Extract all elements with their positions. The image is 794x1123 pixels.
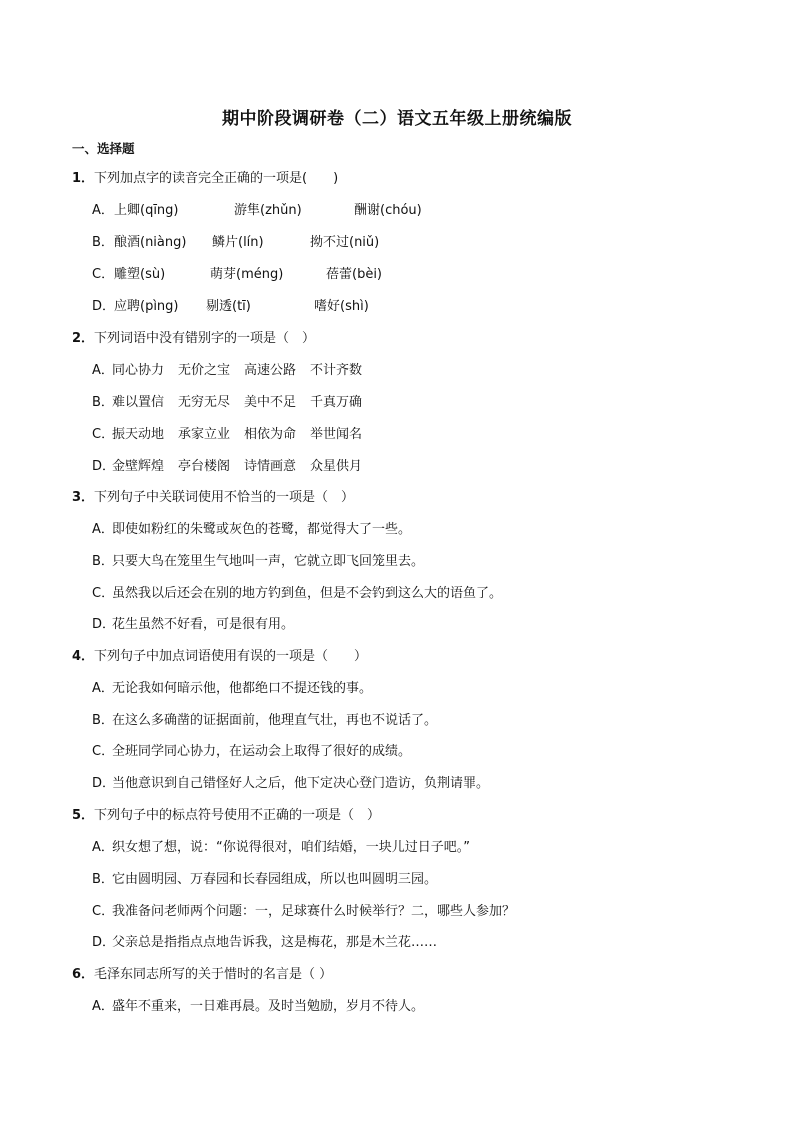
option-text: 花生虽然不好看，可是很有用。	[112, 617, 295, 632]
option-letter: B．	[92, 872, 114, 887]
option-3d	[92, 613, 294, 632]
option-1c	[92, 263, 712, 281]
option-text: 虽然我以后还会在别的地方钓到鱼，但是不会钓到这么大的语鱼了。	[112, 586, 503, 601]
question-number: 1．	[72, 171, 95, 186]
option-item: 剔透(tī)	[206, 299, 251, 314]
option-text: 当他意识到自己错怪好人之后，他下定决心登门造访，负荆请罪。	[112, 776, 490, 791]
option-letter: B．	[92, 554, 114, 569]
option-letter: B．	[92, 235, 114, 250]
option-text: 我准备问老师两个问题：一，足球赛什么时候举行？二，哪些人参加？	[112, 904, 516, 919]
option-letter: D．	[92, 617, 116, 632]
page-title: 期中阶段调研卷（二）语文五年级上册统编版	[222, 109, 572, 129]
option-item: 蓓蕾(bèi)	[326, 267, 383, 282]
option-text: 只要大鸟在笼里生气地叫一声，它就立即飞回笼里去。	[112, 554, 425, 569]
question-number: 6．	[72, 967, 95, 982]
question-number: 4．	[72, 649, 95, 664]
question-stem: 下列加点字的读音完全正确的一项是( )	[94, 171, 339, 186]
option-letter: D．	[92, 299, 116, 314]
option-word: 无价之宝	[178, 363, 231, 378]
option-text: 全班同学同心协力，在运动会上取得了很好的成绩。	[112, 744, 412, 759]
option-1b	[92, 231, 712, 249]
option-letter: B．	[92, 395, 114, 410]
option-word: 金壁辉煌	[112, 459, 165, 474]
question-1	[72, 167, 338, 186]
option-2a	[92, 359, 376, 378]
question-number: 3．	[72, 490, 95, 505]
question-2	[72, 327, 315, 346]
option-word: 亭台楼阁	[178, 459, 231, 474]
question-number: 5．	[72, 808, 95, 823]
option-letter: A．	[92, 681, 114, 696]
option-letter: C．	[92, 427, 115, 442]
option-1a	[92, 199, 712, 217]
option-item: 鳞片(lín)	[212, 235, 264, 250]
option-item: 拗不过(niǔ)	[310, 235, 380, 250]
option-5d	[92, 931, 437, 950]
option-5a	[92, 836, 470, 855]
option-letter: A．	[92, 522, 114, 537]
option-word: 无穷无尽	[178, 395, 231, 410]
option-5c	[92, 900, 515, 919]
option-word: 举世闻名	[310, 427, 363, 442]
option-3b	[92, 550, 424, 569]
option-letter: C．	[92, 744, 115, 759]
question-number: 2．	[72, 331, 95, 346]
option-letter: A．	[92, 363, 114, 378]
option-item: 萌芽(méng)	[210, 267, 284, 282]
option-4b	[92, 709, 437, 728]
option-letter: A．	[92, 840, 114, 855]
option-4a	[92, 677, 372, 696]
option-letter: D．	[92, 776, 116, 791]
question-stem: 下列句子中加点词语使用有误的一项是（ ）	[94, 649, 368, 664]
question-stem: 下列句子中的标点符号使用不正确的一项是（ ）	[94, 808, 381, 823]
option-4d	[92, 772, 489, 791]
option-text: 无论我如何暗示他，他都绝口不提还钱的事。	[112, 681, 373, 696]
option-text: 即使如粉红的朱鹭或灰色的苍鹭，都觉得大了一些。	[112, 522, 412, 537]
question-4	[72, 645, 367, 664]
option-word: 同心协力	[112, 363, 165, 378]
option-letter: A．	[92, 999, 114, 1014]
question-5	[72, 804, 380, 823]
option-letter: D．	[92, 459, 116, 474]
option-text: 父亲总是指指点点地告诉我，这是梅花，那是木兰花……	[112, 935, 438, 950]
option-letter: D．	[92, 935, 116, 950]
option-text: 盛年不重来，一日难再晨。及时当勉励，岁月不待人。	[112, 999, 425, 1014]
option-2d	[92, 455, 376, 474]
option-text: 织女想了想，说：“你说得很对，咱们结婚，一块儿过日子吧。”	[112, 840, 470, 855]
option-text: 它由圆明园、万春园和长春园组成，所以也叫圆明三园。	[112, 872, 438, 887]
option-letter: A．	[92, 203, 114, 218]
option-word: 振天动地	[112, 427, 165, 442]
option-text: 在这么多确凿的证据面前，他理直气壮，再也不说话了。	[112, 713, 438, 728]
option-5b	[92, 868, 437, 887]
option-6a	[92, 995, 424, 1014]
question-stem: 毛泽东同志所写的关于惜时的名言是（ ）	[94, 967, 333, 982]
question-stem: 下列词语中没有错别字的一项是（ ）	[94, 331, 316, 346]
option-letter: C．	[92, 586, 115, 601]
option-word: 承家立业	[178, 427, 231, 442]
option-letter: C．	[92, 267, 115, 282]
option-item: 雕塑(sù)	[114, 267, 166, 282]
option-3c	[92, 582, 502, 601]
option-2c	[92, 423, 376, 442]
option-word: 美中不足	[244, 395, 297, 410]
option-word: 难以置信	[112, 395, 165, 410]
option-word: 诗情画意	[244, 459, 297, 474]
option-word: 相依为命	[244, 427, 297, 442]
section-heading: 一、选择题	[72, 141, 135, 156]
option-letter: B．	[92, 713, 114, 728]
option-item: 上卿(qīng)	[114, 203, 179, 218]
option-item: 游隼(zhǔn)	[234, 203, 302, 218]
option-3a	[92, 518, 411, 537]
option-word: 不计齐数	[310, 363, 363, 378]
question-6	[72, 963, 332, 982]
option-word: 高速公路	[244, 363, 297, 378]
option-item: 酬谢(chóu)	[354, 203, 422, 218]
option-item: 应聘(pìng)	[114, 299, 179, 314]
question-3	[72, 486, 354, 505]
option-2b	[92, 391, 376, 410]
option-1d	[92, 295, 712, 313]
option-item: 嗜好(shì)	[314, 299, 369, 314]
option-item: 酿酒(niàng)	[114, 235, 187, 250]
option-4c	[92, 740, 411, 759]
option-word: 众星供月	[310, 459, 363, 474]
option-letter: C．	[92, 904, 115, 919]
question-stem: 下列句子中关联词使用不恰当的一项是（ ）	[94, 490, 355, 505]
option-word: 千真万确	[310, 395, 363, 410]
